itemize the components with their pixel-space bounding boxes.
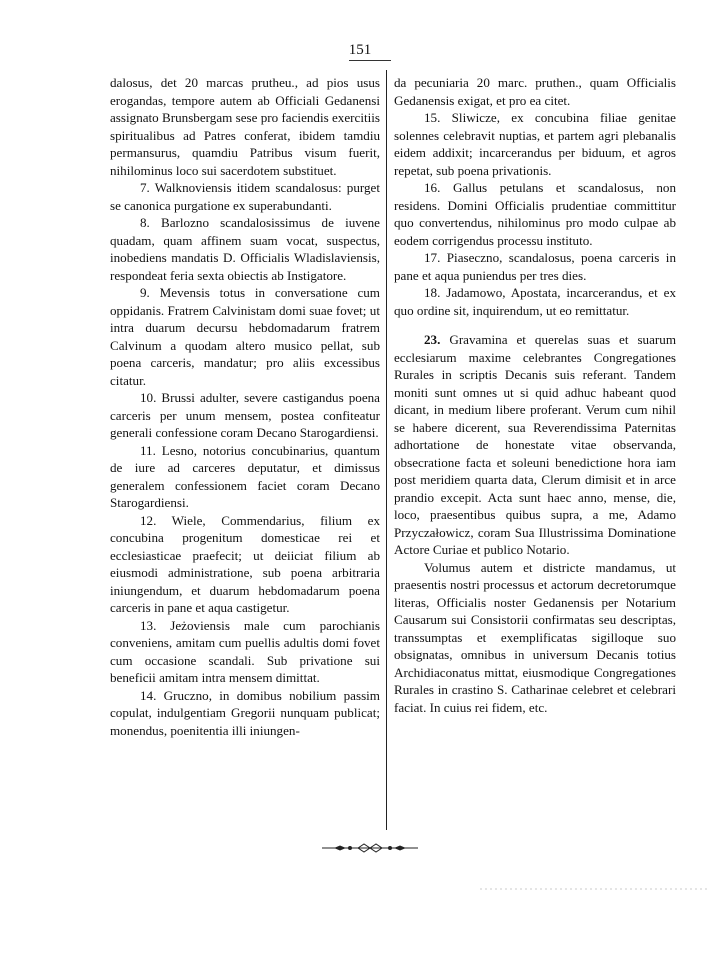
page-number-underline bbox=[349, 60, 391, 61]
scan-artifact bbox=[480, 886, 710, 892]
paragraph-item-9: 9. Mevensis totus in conversatione cum oppidanis. Fratrem Calvinistam domi suae fovet; ut intra duarum decursu hebdomadarum fratrem Calvinum a quodam altero musico pellat, sub poena carceris, mandatur; pro aliis excessibus citatur. bbox=[110, 285, 380, 388]
paragraph-item-8: 8. Barlozno scandalosissimus de iuvene quadam, quam affinem suam vocat, suspectus, inobediens mandatis D. Officialis Wladislaviensis, respondeat feria sexta obiectis ab Instigatore. bbox=[110, 215, 380, 283]
page-number: 151 bbox=[348, 42, 372, 58]
paragraph-item-13: 13. Jeżoviensis male cum parochianis conveniens, amitam cum puellis adultis domi fovet cum occasione scandali. Sub privatione sui beneficii amitam intra mensem dimittat. bbox=[110, 617, 380, 685]
right-column bbox=[394, 74, 676, 716]
paragraph-item-7: 7. Walknoviensis itidem scandalosus: purget se canonica purgatione ex superabundanti. bbox=[110, 180, 380, 213]
section-23 bbox=[394, 331, 676, 559]
left-column bbox=[110, 74, 380, 739]
paragraph-item-15: 15. Sliwicze, ex concubina filiae genitae solennes celebravit nuptias, et partem agri plebanalis eidem addixit; incarcerandus per biduum, et agros repetat, sub poena privationis. bbox=[394, 110, 676, 178]
paragraph-item-14: 14. Gruczno, in domibus nobilium passim copulat, indulgentiam Gregorii nunquam publicat; monendus, poenitentia illi iniungen- bbox=[110, 687, 380, 738]
paragraph-item-11: 11. Lesno, notorius concubinarius, quantum de iure ad carceres deputatur, et dimissus generalem confessionem faciet coram Decano Starogardiensi. bbox=[110, 442, 380, 510]
paragraph-item-17: 17. Piaseczno, scandalosus, poena carceris in pane et aqua puniendus per tres dies. bbox=[394, 250, 676, 283]
section-23-text: Gravamina et querelas suas et suarum ecclesiarum maxime celebrantes Congregationes Rurales in scriptis Decanis suis referant. Tandem moniti sunt omnes ut si quid adhuc habeant quod dicant, in medium libere proferant. Verum cum nihil se habere dicerent, sua Reverendissima Paternitas adhortatione de honestate vitae observanda, obsecratione facta et soleuni benedictione hora iam post meridiem quarta data, Clerum dimisit et in arce prandio excepit. Acta sunt haec anno, mense, die, loco, praesentibus quibus supra, a me, Adamo Przyczałowicz, coram Sua Illustrissima Dominatione Actore Curiae et publico Notario. bbox=[394, 332, 677, 557]
paragraph-item-12: 12. Wiele, Commendarius, filium ex concubina progenitum domesticae rei et ecclesiasticae praefecit; ut deiiciat filium ab eiusmodi administratione, sub poena arbitraria iniungendum, et duarum hebdomadarum poena carceris in pane et aqua castigetur. bbox=[110, 512, 380, 615]
paragraph-item-18: 18. Jadamowo, Apostata, incarcerandus, et ex quo ordine sit, inquirendum, ut eo remittatur. bbox=[394, 285, 676, 318]
paragraph-continuation-right: da pecuniaria 20 marc. pruthen., quam Officialis Gedanensis exigat, et pro ea citet. bbox=[394, 75, 676, 108]
section-23-number: 23. bbox=[424, 332, 441, 347]
paragraph-item-16: 16. Gallus petulans et scandalosus, non residens. Domini Officialis prudentiae committitur quo convertendus, nihilominus pro modo culpae ab eodem corrigendus processu instituto. bbox=[394, 180, 676, 248]
closing-paragraph: Volumus autem et districte mandamus, ut praesentis nostri processus et actorum decretorumque literas, Officialis noster Gedanensis per Notarium Causarum sui Consistorii confirmatas seu descriptas, transsumptas et exemplificatas sigilloque suo obsignatas, omnibus in universum Decanis totius Archidiaconatus mittat, eiusmodique Congregationes Rurales in crastino S. Catharinae celebret et celebrari faciat. In cuius rei fidem, etc. bbox=[394, 559, 676, 715]
paragraph-continuation: dalosus, det 20 marcas prutheu., ad pios usus erogandas, tempore autem ab Officiali Gedanensi assignato Brunsbergam sese pro faciendis exercitiis spiritualibus ad Patres conferat, ibidem tamdiu permansurus, quamdiu Patribus visum fuerit, nihilominus loco sui sacerdotem substituet. bbox=[110, 75, 380, 178]
ornament-divider-icon bbox=[320, 843, 420, 853]
paragraph-item-10: 10. Brussi adulter, severe castigandus poena carceris per unum mensem, postea confiteatur generali confessione coram Decano Starogardiensi. bbox=[110, 390, 380, 440]
column-divider bbox=[386, 70, 387, 830]
